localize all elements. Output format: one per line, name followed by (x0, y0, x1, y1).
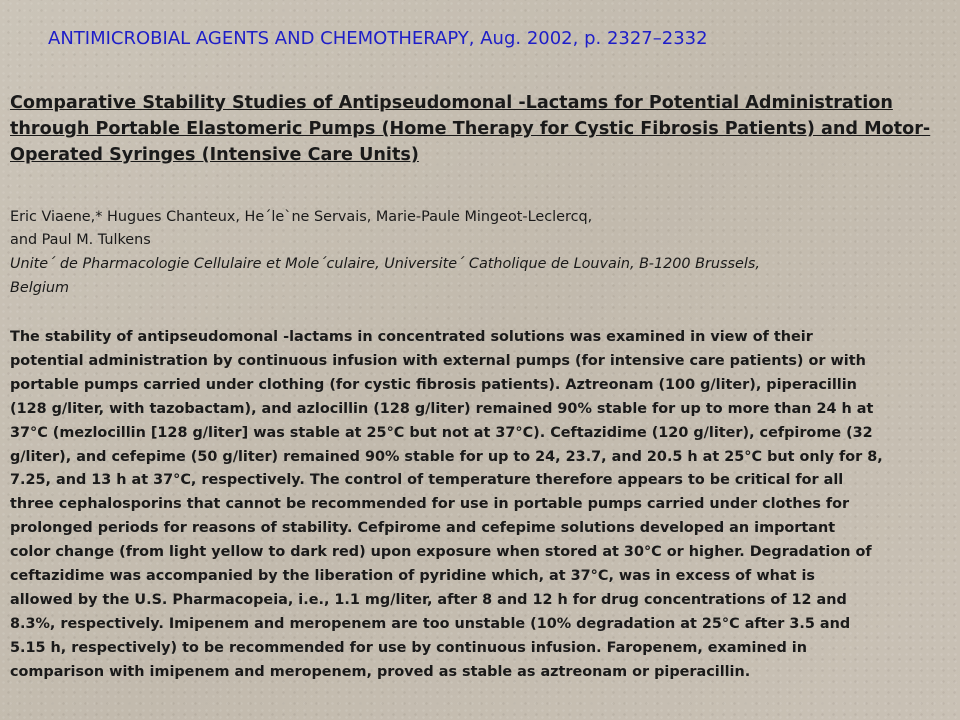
abstract-line: allowed by the U.S. Pharmacopeia, i.e., 1.1 mg/liter, after 8 and 12 h for drug concentrations of 12 and (10, 591, 847, 608)
abstract-line: ceftazidime was accompanied by the liberation of pyridine which, at 37°C, was in excess of what is (10, 568, 815, 585)
paper-title (10, 90, 950, 168)
abstract-line: 8.3%, respectively. Imipenem and meropenem are too unstable (10% degradation at 25°C after 3.5 and (10, 615, 851, 632)
abstract-line: color change (from light yellow to dark red) upon exposure when stored at 30°C or higher. Degradation of (10, 544, 872, 561)
title-line-1: Comparative Stability Studies of Antipseudomonal -Lactams for Potential Administration (10, 93, 893, 113)
abstract-line: three cephalosporins that cannot be recommended for use in portable pumps carried under clothes for (10, 496, 850, 513)
journal-citation: ANTIMICROBIAL AGENTS AND CHEMOTHERAPY, Aug. 2002, p. 2327–2332 (48, 28, 708, 49)
abstract-line: portable pumps carried under clothing (for cystic fibrosis patients). Aztreonam (100 g/liter), piperacillin (10, 376, 857, 393)
abstract-line: The stability of antipseudomonal -lactams in concentrated solutions was examined in view of their (10, 329, 813, 345)
abstract-line: comparison with imipenem and meropenem, proved as stable as aztreonam or piperacillin. (10, 663, 751, 680)
title-line-2: through Portable Elastomeric Pumps (Home Therapy for Cystic Fibrosis Patients) and Motor- (10, 119, 931, 139)
abstract-line: potential administration by continuous infusion with external pumps (for intensive care patients) or with (10, 352, 866, 369)
authors-line-2: and Paul M. Tulkens (10, 232, 151, 248)
abstract-line: g/liter), and cefepime (50 g/liter) remained 90% stable for up to 24, 23.7, and 20.5 h at 25°C but only for 8, (10, 448, 883, 465)
abstract-line: 7.25, and 13 h at 37°C, respectively. The control of temperature therefore appears to be critical for all (10, 472, 844, 489)
author-list (10, 206, 950, 252)
affiliation (10, 252, 950, 300)
abstract (10, 326, 950, 685)
abstract-line: 37°C (mezlocillin [128 g/liter] was stable at 25°C but not at 37°C). Ceftazidime (120 g/liter), cefpirome (32 (10, 424, 873, 441)
abstract-line: (128 g/liter, with tazobactam), and azlocillin (128 g/liter) remained 90% stable for up to more than 24 h at (10, 400, 874, 417)
abstract-line: 5.15 h, respectively) to be recommended for use by continuous infusion. Faropenem, examined in (10, 639, 807, 656)
affiliation-line-1: Unite´ de Pharmacologie Cellulaire et Mole´culaire, Universite´ Catholique de Louvain, B-1200 Brussels, (10, 256, 760, 272)
authors-line-1: Eric Viaene,* Hugues Chanteux, He´le`ne Servais, Marie-Paule Mingeot-Leclercq, (10, 209, 593, 225)
affiliation-line-2: Belgium (10, 280, 69, 296)
title-line-3: Operated Syringes (Intensive Care Units) (10, 145, 419, 165)
abstract-line: prolonged periods for reasons of stability. Cefpirome and cefepime solutions developed an important (10, 520, 836, 537)
